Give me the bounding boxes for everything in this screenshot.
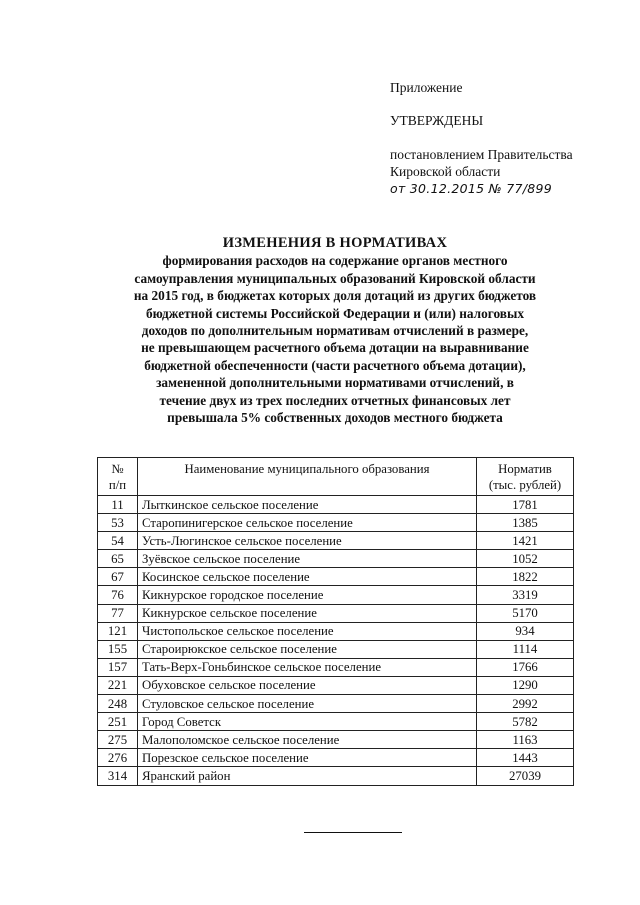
table-row — [98, 749, 574, 767]
table-row — [98, 550, 574, 568]
row-value: 1163 — [477, 731, 574, 749]
approved-label: УТВЕРЖДЕНЫ — [390, 113, 484, 128]
row-num: 76 — [98, 586, 138, 604]
row-value: 1290 — [477, 676, 574, 694]
row-name: Чистопольское сельское поселение — [138, 622, 477, 640]
row-value: 1421 — [477, 532, 574, 550]
header-value — [477, 458, 574, 496]
row-value: 27039 — [477, 767, 574, 785]
title-line: формирования расходов на содержание органов местного — [162, 253, 508, 269]
decree-line-1: постановлением Правительства — [390, 147, 573, 162]
table-row — [98, 604, 574, 622]
row-name: Косинское сельское поселение — [138, 568, 477, 586]
row-name: Кикнурское сельское поселение — [138, 604, 477, 622]
row-name: Стуловское сельское поселение — [138, 695, 477, 713]
row-value: 1766 — [477, 658, 574, 676]
document-title — [95, 235, 575, 426]
row-num: 121 — [98, 622, 138, 640]
row-num: 54 — [98, 532, 138, 550]
row-num: 157 — [98, 658, 138, 676]
title-main: ИЗМЕНЕНИЯ В НОРМАТИВАХ — [222, 235, 448, 251]
row-num: 248 — [98, 695, 138, 713]
table-row — [98, 731, 574, 749]
row-name: Малополомское сельское поселение — [138, 731, 477, 749]
row-num: 67 — [98, 568, 138, 586]
row-name: Усть-Люгинское сельское поселение — [138, 532, 477, 550]
table-row — [98, 695, 574, 713]
table-row — [98, 568, 574, 586]
decree-number-handwritten: от 30.12.2015 № 77/899 — [390, 181, 552, 196]
row-num: 77 — [98, 604, 138, 622]
header-num-line1: № — [111, 461, 124, 476]
title-line: на 2015 год, в бюджетах которых доля дотаций из других бюджетов — [133, 288, 537, 304]
title-line: замененной дополнительными нормативами отчислений, в — [156, 375, 514, 391]
title-line: не превышающем расчетного объема дотации на выравнивание — [141, 340, 529, 356]
row-value: 5170 — [477, 604, 574, 622]
row-name: Порезское сельское поселение — [138, 749, 477, 767]
table-row — [98, 676, 574, 694]
title-line: самоуправления муниципальных образований Кировской области — [134, 270, 536, 286]
row-num: 53 — [98, 514, 138, 532]
row-value: 1114 — [477, 640, 574, 658]
table-row — [98, 586, 574, 604]
table-row — [98, 640, 574, 658]
title-line: бюджетной обеспеченности (части расчетного объема дотации), — [144, 357, 526, 373]
title-line: бюджетной системы Российской Федерации и (или) налоговых — [145, 305, 525, 321]
row-value: 5782 — [477, 713, 574, 731]
row-name: Зуёвское сельское поселение — [138, 550, 477, 568]
row-name: Город Советск — [138, 713, 477, 731]
table-row — [98, 532, 574, 550]
decree-line-2: Кировской области — [390, 164, 501, 179]
header-value-line1: Норматив — [498, 461, 552, 476]
table-row — [98, 713, 574, 731]
row-value: 1781 — [477, 496, 574, 514]
row-num: 221 — [98, 676, 138, 694]
row-name: Тать-Верх-Гоньбинское сельское поселение — [138, 658, 477, 676]
row-name: Кикнурское городское поселение — [138, 586, 477, 604]
row-num: 314 — [98, 767, 138, 785]
row-value: 1822 — [477, 568, 574, 586]
row-value: 2992 — [477, 695, 574, 713]
row-value: 3319 — [477, 586, 574, 604]
row-num: 11 — [98, 496, 138, 514]
row-value: 934 — [477, 622, 574, 640]
header-name — [138, 458, 477, 496]
appendix-label: Приложение — [390, 80, 463, 95]
header-name-text: Наименование муниципального образования — [184, 461, 430, 476]
row-name: Лыткинское сельское поселение — [138, 496, 477, 514]
row-num: 275 — [98, 731, 138, 749]
row-name: Яранский район — [138, 767, 477, 785]
title-line: доходов по дополнительным нормативам отчислений в размере, — [141, 323, 529, 339]
table-row — [98, 658, 574, 676]
title-line: превышала 5% собственных доходов местного бюджета — [167, 410, 503, 426]
header-num-line2: п/п — [108, 477, 127, 492]
table-row — [98, 496, 574, 514]
row-name: Обуховское сельское поселение — [138, 676, 477, 694]
row-num: 65 — [98, 550, 138, 568]
norms-table — [97, 457, 574, 786]
table-row — [98, 514, 574, 532]
table-header-row — [98, 458, 574, 496]
header-num — [98, 458, 138, 496]
row-value: 1443 — [477, 749, 574, 767]
header-value-line2: (тыс. рублей) — [488, 477, 562, 492]
row-value: 1385 — [477, 514, 574, 532]
row-value: 1052 — [477, 550, 574, 568]
table-row — [98, 622, 574, 640]
row-name: Староирюкское сельское поселение — [138, 640, 477, 658]
row-num: 276 — [98, 749, 138, 767]
row-num: 251 — [98, 713, 138, 731]
table-row — [98, 767, 574, 785]
row-num: 155 — [98, 640, 138, 658]
title-line: течение двух из трех последних отчетных финансовых лет — [159, 392, 511, 408]
row-name: Старопинигерское сельское поселение — [138, 514, 477, 532]
bottom-rule — [304, 832, 402, 833]
